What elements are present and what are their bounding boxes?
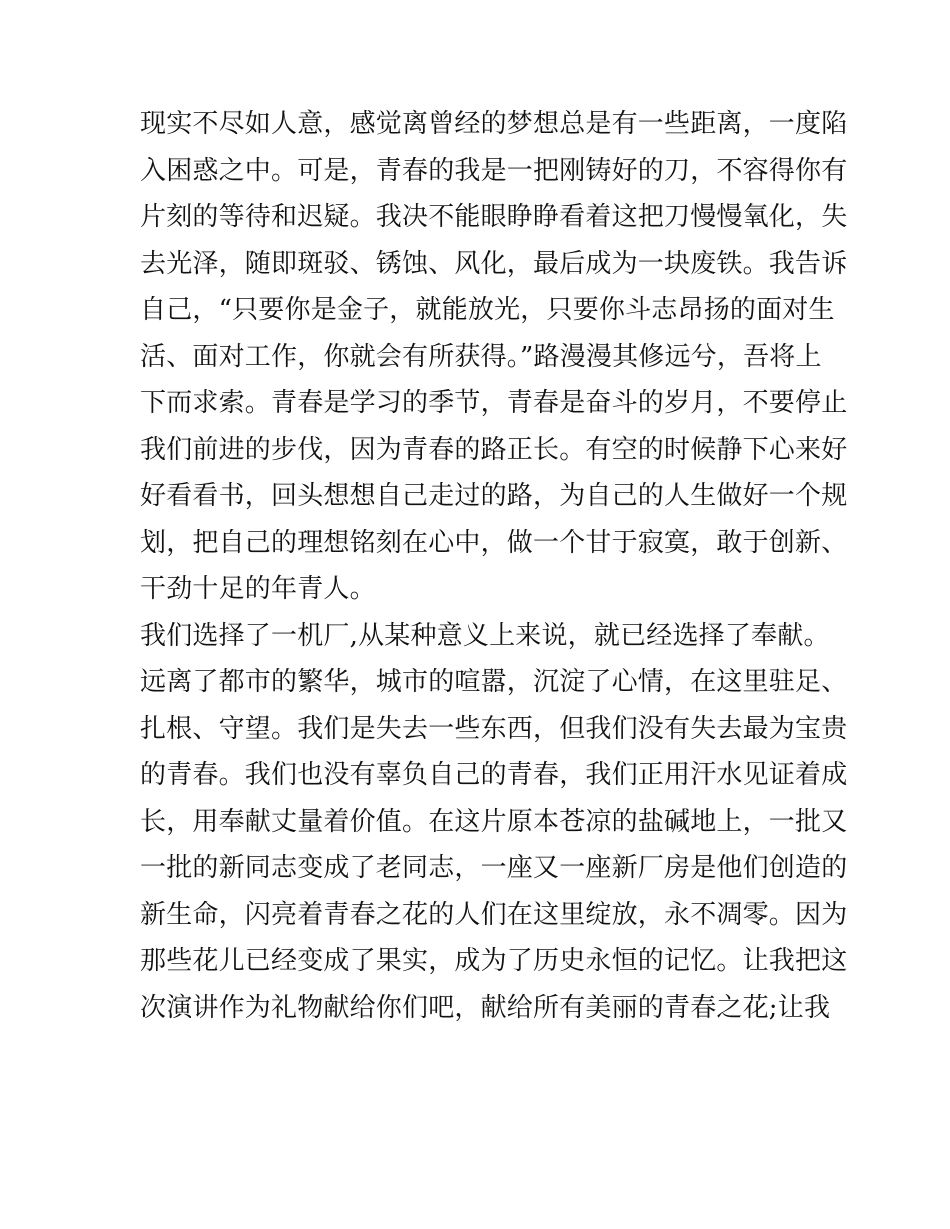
text-line: 活、面对工作，你就会有所获得。”路漫漫其修远兮，吾将上 (140, 341, 822, 372)
text-line: 扎根、守望。我们是失去一些东西，但我们没有失去最为宝贵 (140, 713, 848, 744)
text-line: 划，把自己的理想铭刻在心中，做一个甘于寂寞，敢于创新、 (140, 527, 848, 558)
text-line: 入困惑之中。可是，青春的我是一把刚铸好的刀，不容得你有 (140, 155, 848, 186)
text-line: 次演讲作为礼物献给你们吧，献给所有美丽的青春之花;让我 (140, 992, 831, 1023)
text-line: 下而求索。青春是学习的季节，青春是奋斗的岁月，不要停止 (140, 388, 848, 418)
text-line: 长，用奉献丈量着价值。在这片原本苍凉的盐碱地上，一批又 (140, 806, 848, 837)
text-line: 我们选择了一机厂,从某种意义上来说，就已经选择了奉献。 (140, 620, 830, 651)
text-line: 远离了都市的繁华，城市的喧嚣，沉淀了心情，在这里驻足、 (140, 667, 848, 697)
body-text (140, 101, 848, 1031)
text-line: 的青春。我们也没有辜负自己的青春，我们正用汗水见证着成 (140, 760, 848, 790)
text-line: 我们前进的步伐，因为青春的路正长。有空的时候静下心来好 (140, 434, 848, 465)
text-line: 那些花儿已经变成了果实，成为了历史永恒的记忆。让我把这 (140, 946, 848, 976)
text-line: 去光泽，随即斑驳、锈蚀、风化，最后成为一块废铁。我告诉 (140, 248, 848, 279)
text-line: 现实不尽如人意，感觉离曾经的梦想总是有一些距离，一度陷 (140, 109, 848, 139)
text-line: 干劲十足的年青人。 (140, 574, 376, 604)
text-line: 自己，“只要你是金子，就能放光，只要你斗志昂扬的面对生 (140, 295, 835, 325)
text-line: 好看看书，回头想想自己走过的路，为自己的人生做好一个规 (140, 481, 848, 511)
text-line: 片刻的等待和迟疑。我决不能眼睁睁看着这把刀慢慢氧化，失 (140, 202, 848, 232)
text-line: 新生命，闪亮着青春之花的人们在这里绽放，永不凋零。因为 (140, 899, 848, 930)
text-line: 一批的新同志变成了老同志，一座又一座新厂房是他们创造的 (140, 853, 848, 883)
